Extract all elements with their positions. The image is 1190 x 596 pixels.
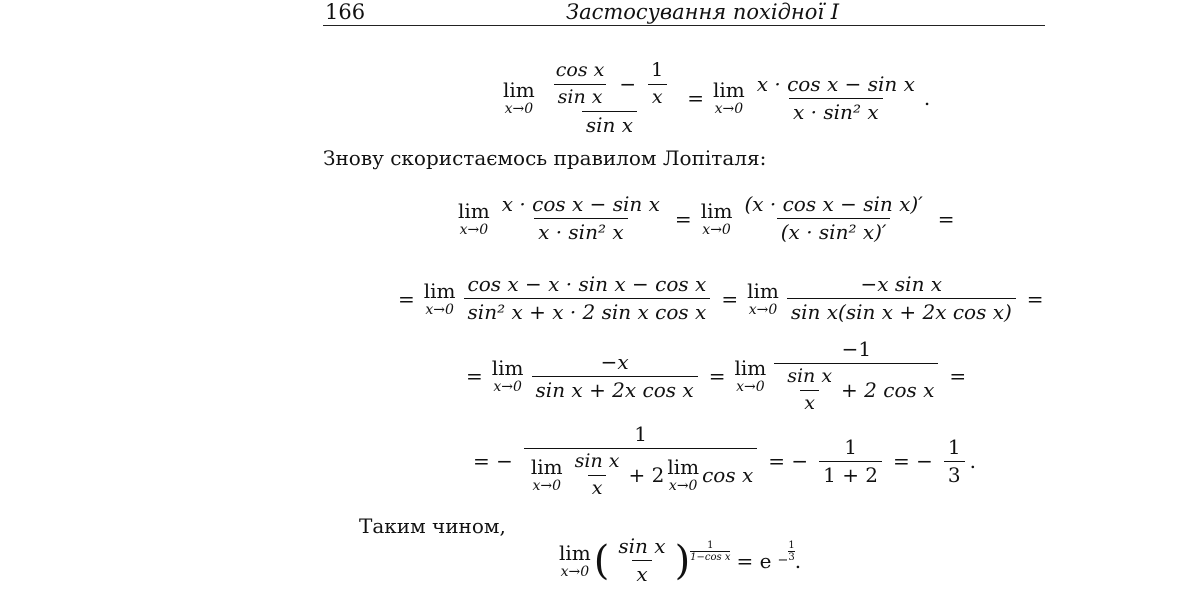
page-number: 166 [325, 0, 366, 24]
equation-3: = lim x→0 $\frac{\text{cos x − x · sin x − cos x}}{\text{sin² x + x · 2 sin x cos x}}$ = lim x→0 $\frac{\text{−x sin x}}{\text{sin x(sin x + 2x cos x)}}$ = [398, 272, 1044, 324]
equation-6: lim x→0 ( $\frac{\text{sin x}}{x}$ ) $\frac{1}{\text{1−cos x}}$ = e − $\frac{1}{3}$ . [559, 534, 802, 586]
paragraph-lhopital: Знову скористаємось правилом Лопіталя: [323, 146, 767, 170]
fraction: $\frac{\text{x · cos x − sin x}}{\text{x · sin² x}}$ [756, 71, 915, 124]
paragraph-conclusion: Таким чином, [359, 514, 506, 538]
compound-fraction: $\frac{\text{cos x}}{\text{sin x}}$ − $\frac{1}{x}$ sin x [543, 60, 676, 137]
equation-1: lim x→0 $\frac{\text{cos x}}{\text{sin x}}$ − $\frac{1}{x}$ sin x = lim x→0 $\frac{\text{x · cos x − sin x}}{\text{x · sin² x}}$ . [503, 59, 931, 137]
equation-5: = − 1 lim x→0 $\frac{\text{sin x}}{x}$ + 2 lim x→0 cos x = − $\frac{1}{1 + 2}$ = − $\frac{1}{3}$ . [473, 422, 976, 499]
limit-operator: lim x→0 [503, 78, 535, 118]
page-header [323, 0, 1045, 26]
running-title: Застосування похідної I [566, 0, 840, 24]
equation-4: = lim x→0 $\frac{-x}{\text{sin x + 2x cos x}}$ = lim x→0 −1 $\frac{\text{sin x}}{x}$ + 2 cos x = [466, 337, 967, 414]
equation-2: lim x→0 $\frac{\text{x · cos x − sin x}}{\text{x · sin² x}}$ = lim x→0 $\frac{\text{(x · cos x − sin x)′}}{\text{(x · sin² x)′}}$ = [458, 192, 955, 244]
